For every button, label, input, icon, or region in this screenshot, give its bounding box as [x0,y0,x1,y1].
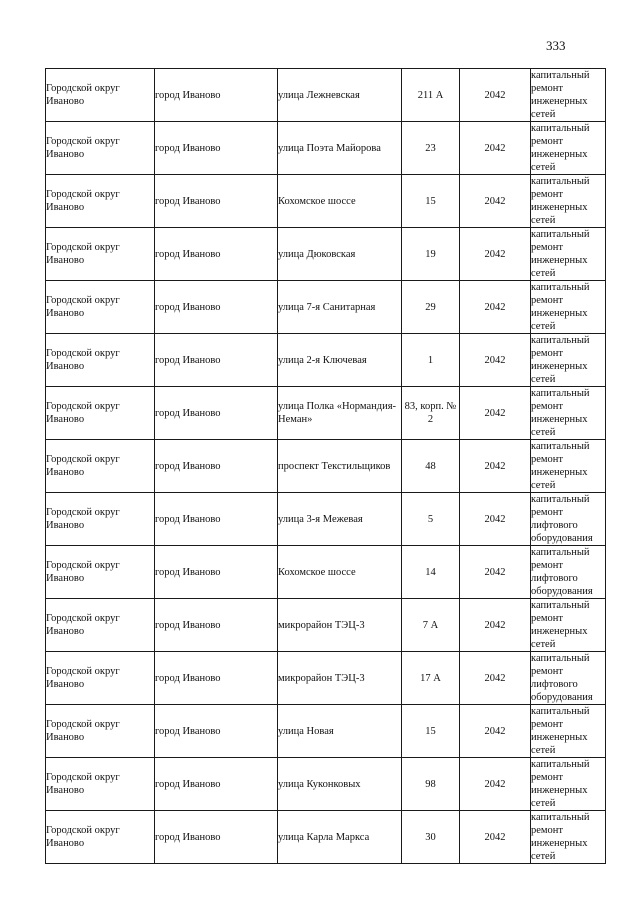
cell-street-text: микрорайон ТЭЦ-3 [278,619,365,631]
cell-street-text: проспект Текстильщиков [278,460,391,472]
cell-street [278,599,402,652]
cell-city [155,228,278,281]
cell-city [155,493,278,546]
table-row [46,281,606,334]
cell-work-type-text: капитальный ремонт лифтового оборудования [531,653,593,703]
cell-house-number [402,228,460,281]
cell-year-text: 2042 [484,89,506,101]
cell-street [278,281,402,334]
cell-work-type-text: капитальный ремонт инженерных сетей [531,335,590,385]
cell-house-number [402,652,460,705]
cell-year [460,334,531,387]
cell-work-type-text: капитальный ремонт инженерных сетей [531,176,590,226]
cell-street-text: улица 7-я Санитарная [278,301,376,313]
cell-street-text: улица Карла Маркса [278,831,370,843]
cell-year [460,811,531,864]
cell-work-type-text: капитальный ремонт инженерных сетей [531,388,590,438]
cell-city [155,758,278,811]
cell-street [278,758,402,811]
cell-city-text: город Иваново [155,831,221,843]
cell-district [46,599,155,652]
cell-work-type-text: капитальный ремонт инженерных сетей [531,759,590,809]
cell-house-number-text: 29 [425,301,436,313]
cell-year [460,705,531,758]
cell-district-text: Городской округ Иваново [46,242,120,266]
cell-street [278,122,402,175]
cell-work-type-text: капитальный ремонт инженерных сетей [531,441,590,491]
cell-district-text: Городской округ Иваново [46,401,120,425]
cell-city-text: город Иваново [155,195,221,207]
cell-city [155,69,278,122]
table-row [46,69,606,122]
cell-district [46,122,155,175]
cell-year [460,440,531,493]
cell-house-number [402,493,460,546]
cell-year [460,387,531,440]
cell-street-text: улица 3-я Межевая [278,513,363,525]
cell-house-number [402,440,460,493]
cell-district-text: Городской округ Иваново [46,348,120,372]
cell-street [278,440,402,493]
table-row [46,175,606,228]
cell-district [46,705,155,758]
cell-work-type [531,652,606,705]
cell-city-text: город Иваново [155,513,221,525]
table-row [46,546,606,599]
cell-street-text: Кохомское шоссе [278,566,356,578]
cell-year-text: 2042 [484,407,506,419]
cell-street [278,546,402,599]
table-row [46,122,606,175]
cell-work-type-text: капитальный ремонт инженерных сетей [531,229,590,279]
cell-house-number-text: 1 [427,354,434,366]
cell-street-text: улица Поэта Майорова [278,142,381,154]
cell-house-number [402,546,460,599]
cell-street [278,175,402,228]
cell-street [278,705,402,758]
cell-street-text: улица Новая [278,725,334,737]
cell-work-type [531,228,606,281]
cell-street [278,811,402,864]
cell-street [278,69,402,122]
cell-house-number [402,705,460,758]
cell-district-text: Городской округ Иваново [46,136,120,160]
table-row [46,811,606,864]
cell-year-text: 2042 [484,831,506,843]
table-row [46,440,606,493]
cell-district-text: Городской округ Иваново [46,613,120,637]
cell-district [46,281,155,334]
cell-work-type-text: капитальный ремонт инженерных сетей [531,600,590,650]
cell-city [155,705,278,758]
cell-city-text: город Иваново [155,566,221,578]
cell-work-type-text: капитальный ремонт инженерных сетей [531,70,590,120]
cell-city-text: город Иваново [155,301,221,313]
registry-table [45,68,606,864]
table-row [46,599,606,652]
cell-street [278,493,402,546]
cell-district-text: Городской округ Иваново [46,83,120,107]
cell-year [460,652,531,705]
cell-house-number [402,334,460,387]
cell-house-number [402,281,460,334]
cell-work-type [531,493,606,546]
cell-year [460,758,531,811]
cell-city-text: город Иваново [155,778,221,790]
cell-year-text: 2042 [484,725,506,737]
cell-house-number-text: 17 А [420,672,441,684]
cell-district-text: Городской округ Иваново [46,825,120,849]
cell-house-number-text: 48 [425,460,436,472]
cell-house-number-text: 14 [425,566,436,578]
cell-street [278,652,402,705]
cell-city [155,175,278,228]
cell-district [46,493,155,546]
cell-district [46,546,155,599]
cell-work-type [531,175,606,228]
cell-work-type-text: капитальный ремонт инженерных сетей [531,812,590,862]
cell-year [460,69,531,122]
table-row [46,228,606,281]
cell-year-text: 2042 [484,513,506,525]
table-row [46,493,606,546]
cell-city [155,281,278,334]
cell-house-number-text: 15 [425,195,436,207]
cell-city [155,387,278,440]
cell-city [155,122,278,175]
cell-work-type-text: капитальный ремонт инженерных сетей [531,706,590,756]
cell-year-text: 2042 [484,619,506,631]
cell-district-text: Городской округ Иваново [46,560,120,584]
cell-house-number-text: 30 [425,831,436,843]
cell-year [460,493,531,546]
cell-city-text: город Иваново [155,460,221,472]
cell-street-text: улица Лежневская [278,89,360,101]
cell-house-number [402,387,460,440]
cell-district [46,811,155,864]
cell-district-text: Городской округ Иваново [46,295,120,319]
cell-city-text: город Иваново [155,725,221,737]
cell-work-type [531,705,606,758]
cell-year [460,546,531,599]
table-row [46,705,606,758]
cell-city-text: город Иваново [155,354,221,366]
cell-street-text: микрорайон ТЭЦ-3 [278,672,365,684]
cell-city [155,440,278,493]
cell-street [278,387,402,440]
cell-district [46,387,155,440]
cell-year-text: 2042 [484,354,506,366]
cell-work-type [531,546,606,599]
cell-year-text: 2042 [484,142,506,154]
cell-city-text: город Иваново [155,619,221,631]
cell-year-text: 2042 [484,248,506,260]
cell-district-text: Городской округ Иваново [46,507,120,531]
registry-table-body [46,69,606,864]
cell-district [46,175,155,228]
table-row [46,758,606,811]
cell-street-text: улица 2-я Ключевая [278,354,367,366]
cell-district [46,334,155,387]
cell-house-number-text: 15 [425,725,436,737]
cell-district-text: Городской округ Иваново [46,189,120,213]
cell-work-type-text: капитальный ремонт инженерных сетей [531,123,590,173]
cell-district-text: Городской округ Иваново [46,772,120,796]
cell-city [155,652,278,705]
cell-work-type [531,440,606,493]
cell-year-text: 2042 [484,460,506,472]
cell-house-number-text: 23 [425,142,436,154]
cell-house-number [402,758,460,811]
cell-year-text: 2042 [484,778,506,790]
cell-work-type-text: капитальный ремонт инженерных сетей [531,282,590,332]
cell-house-number [402,122,460,175]
cell-year [460,175,531,228]
cell-district-text: Городской округ Иваново [46,666,120,690]
cell-city [155,546,278,599]
cell-work-type [531,811,606,864]
cell-year [460,122,531,175]
cell-year [460,228,531,281]
cell-district-text: Городской округ Иваново [46,719,120,743]
cell-year-text: 2042 [484,566,506,578]
cell-house-number-text: 5 [427,513,434,525]
cell-house-number-text: 83, корп. № 2 [404,401,457,425]
table-row [46,334,606,387]
page-number: 333 [546,38,566,53]
cell-work-type [531,758,606,811]
cell-district [46,69,155,122]
cell-year-text: 2042 [484,301,506,313]
cell-district [46,758,155,811]
cell-street [278,334,402,387]
cell-house-number-text: 7 А [422,619,439,631]
cell-city [155,599,278,652]
cell-work-type [531,69,606,122]
cell-house-number [402,69,460,122]
cell-year [460,281,531,334]
cell-district [46,652,155,705]
cell-work-type [531,599,606,652]
cell-year-text: 2042 [484,672,506,684]
cell-work-type [531,122,606,175]
cell-work-type [531,281,606,334]
cell-city-text: город Иваново [155,672,221,684]
cell-district-text: Городской округ Иваново [46,454,120,478]
cell-house-number-text: 211 А [417,89,444,101]
cell-city-text: город Иваново [155,407,221,419]
cell-year-text: 2042 [484,195,506,207]
table-row [46,387,606,440]
cell-city-text: город Иваново [155,89,221,101]
cell-work-type-text: капитальный ремонт лифтового оборудования [531,547,593,597]
table-row [46,652,606,705]
cell-district [46,440,155,493]
cell-work-type [531,387,606,440]
cell-work-type-text: капитальный ремонт лифтового оборудования [531,494,593,544]
cell-district [46,228,155,281]
cell-street-text: Кохомское шоссе [278,195,356,207]
cell-street-text: улица Дюковская [278,248,356,260]
cell-city [155,811,278,864]
cell-house-number [402,175,460,228]
cell-house-number-text: 98 [425,778,436,790]
cell-house-number-text: 19 [425,248,436,260]
cell-city-text: город Иваново [155,248,221,260]
cell-house-number [402,599,460,652]
cell-year [460,599,531,652]
cell-street-text: улица Полка «Нормандия-Неман» [278,401,397,425]
cell-work-type [531,334,606,387]
cell-city-text: город Иваново [155,142,221,154]
cell-street [278,228,402,281]
cell-house-number [402,811,460,864]
cell-city [155,334,278,387]
cell-street-text: улица Куконковых [278,778,361,790]
